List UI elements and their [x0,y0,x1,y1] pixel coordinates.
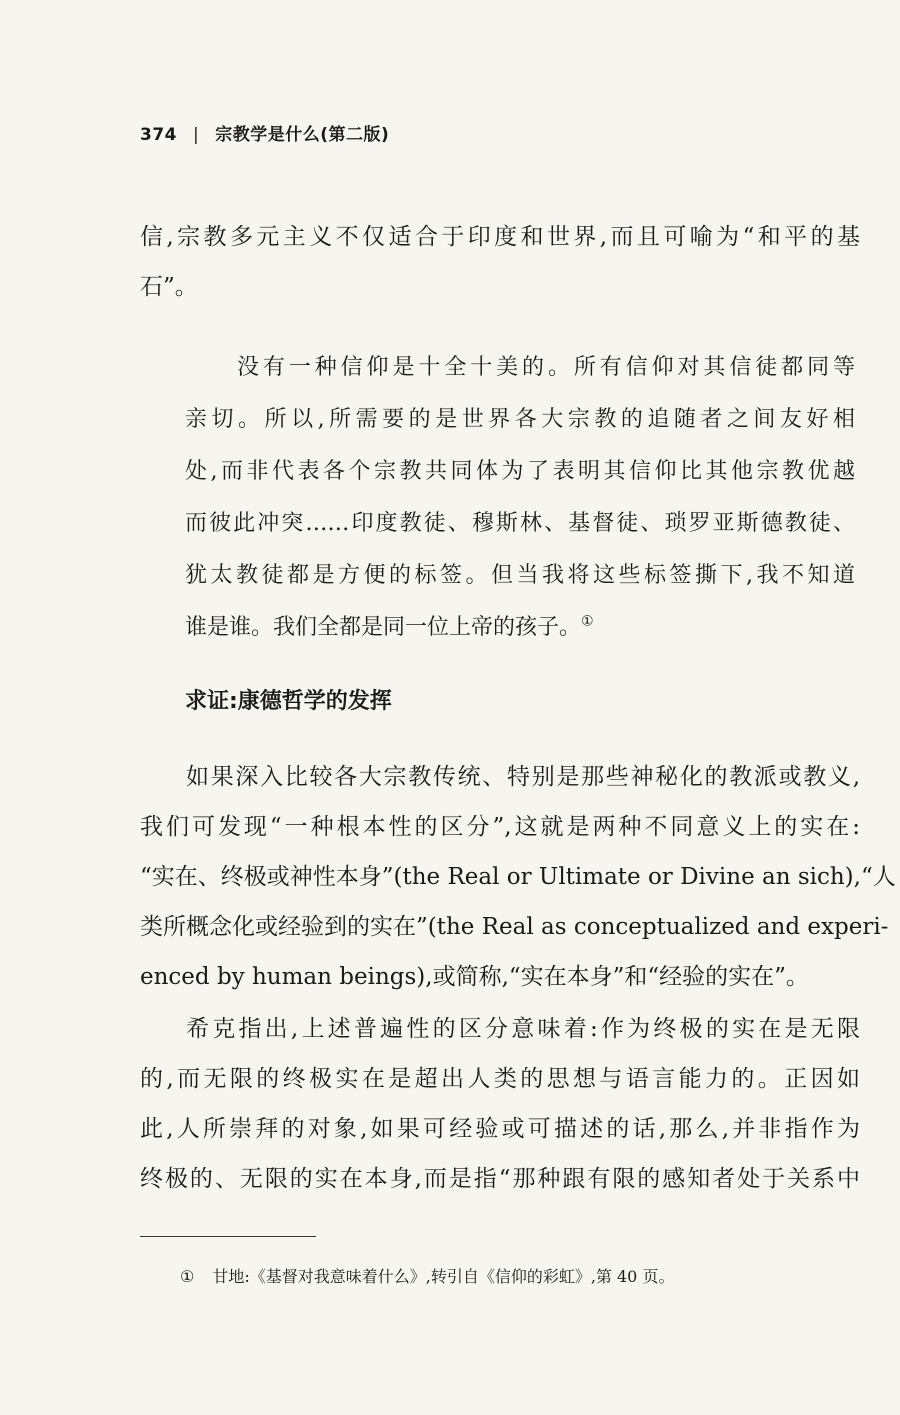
page-number: 374 [140,125,177,145]
quote-line-last [185,602,855,654]
body-paragraph-2 [140,1004,860,1204]
body-paragraph-1 [140,752,896,1002]
intro-paragraph [140,212,860,312]
text-line: 我们可发现“一种根本性的区分”,这就是两种不同意义上的实在: [140,814,860,840]
text-line: 石”。 [140,274,198,300]
quote-line: 而彼此冲突……印度教徒、穆斯林、基督徒、琐罗亚斯德教徒、 [185,511,855,536]
text-line: 的,而无限的终极实在是超出人类的思想与语言能力的。正因如 [140,1066,860,1092]
text-line: 如果深入比较各大宗教传统、特别是那些神秘化的教派或教义, [186,764,860,790]
text-line: enced by human beings),或简称,“实在本身”和“经验的实在”。 [140,964,809,990]
book-title: 宗教学是什么(第二版) [215,125,390,145]
quote-line: 处,而非代表各个宗教共同体为了表明其信仰比其他宗教优越 [185,459,855,484]
footnote-reference[interactable]: ① [581,613,594,630]
footnote [180,1264,674,1290]
section-heading: 求证:康德哲学的发挥 [185,689,392,714]
text-line: “实在、终极或神性本身”(the Real or Ultimate or Divine an sich),“人 [140,864,896,890]
footnote-text: 甘地:《基督对我意味着什么》,转引自《信仰的彩虹》,第 40 页。 [212,1267,675,1286]
quote-line-text: 谁是谁。我们全都是同一位上帝的孩子。 [185,615,582,640]
text-line: 信,宗教多元主义不仅适合于印度和世界,而且可喻为“和平的基 [140,224,860,250]
quote-line: 没有一种信仰是十全十美的。所有信仰对其信徒都同等 [237,355,855,380]
text-line: 类所概念化或经验到的实在”(the Real as conceptualized and experi- [140,914,889,940]
text-line: 终极的、无限的实在本身,而是指“那种跟有限的感知者处于关系中 [140,1166,860,1192]
text-line: 希克指出,上述普遍性的区分意味着:作为终极的实在是无限 [186,1016,860,1042]
quote-line: 亲切。所以,所需要的是世界各大宗教的追随者之间友好相 [185,407,855,432]
text-line: 此,人所崇拜的对象,如果可经验或可描述的话,那么,并非指作为 [140,1116,860,1142]
footnote-mark: ① [180,1267,195,1286]
quote-line: 犹太教徒都是方便的标签。但当我将这些标签撕下,我不知道 [185,563,855,588]
header-separator: | [193,125,200,145]
block-quote [185,342,855,654]
running-header [140,120,389,145]
footnote-divider [140,1236,316,1237]
